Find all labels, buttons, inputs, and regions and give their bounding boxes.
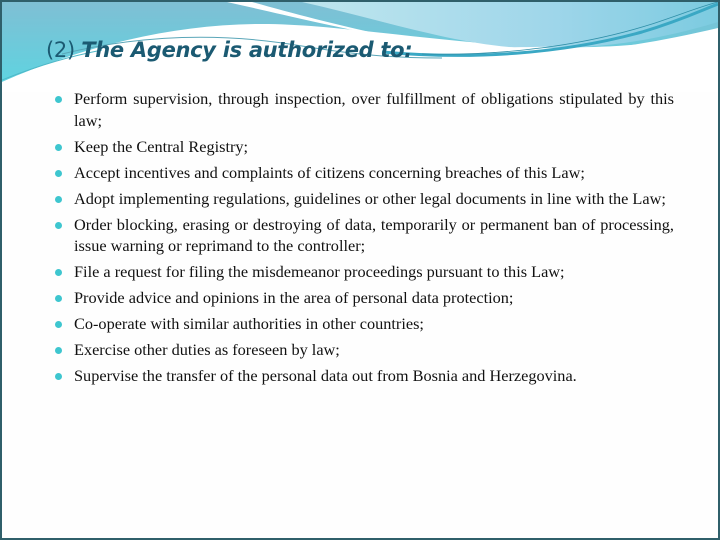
bullet-dot-icon — [55, 222, 62, 229]
list-item — [52, 365, 674, 387]
list-item — [52, 214, 674, 257]
list-item — [52, 339, 674, 361]
bullet-dot-icon — [55, 170, 62, 177]
bullet-dot-icon — [55, 295, 62, 302]
bullet-dot-icon — [55, 347, 62, 354]
list-item-text: File a request for filing the misdemeanor proceedings pursuant to this Law; — [74, 262, 565, 281]
bullet-dot-icon — [55, 321, 62, 328]
list-item — [52, 162, 674, 184]
list-item — [52, 88, 674, 131]
list-item-text: Provide advice and opinions in the area of personal data protection; — [74, 288, 514, 307]
list-item-text: Co-operate with similar authorities in other countries; — [74, 314, 424, 333]
list-item-text: Keep the Central Registry; — [74, 136, 249, 156]
list-item — [52, 136, 674, 158]
bullet-dot-icon — [55, 373, 62, 380]
list-item-text: Order blocking, erasing or destroying of data, temporarily or permanent ban of processing, issue warning or reprimand to the controller; — [74, 214, 674, 255]
list-item — [52, 188, 674, 210]
bullet-dot-icon — [55, 144, 62, 151]
slide-title — [46, 38, 412, 62]
list-item-text: Adopt implementing regulations, guidelines or other legal documents in line with the Law; — [74, 188, 666, 208]
bullet-dot-icon — [55, 196, 62, 203]
title-text: The Agency is authorized to: — [81, 38, 413, 62]
list-item — [52, 261, 674, 283]
list-item — [52, 287, 674, 309]
title-number: (2) — [46, 38, 75, 62]
bullet-dot-icon — [55, 269, 62, 276]
list-item — [52, 313, 674, 335]
list-item-text: Perform supervision, through inspection, over fulfillment of obligations stipulated by this law; — [74, 89, 674, 130]
bullet-list — [52, 88, 674, 391]
list-item-text: Supervise the transfer of the personal data out from Bosnia and Herzegovina. — [74, 366, 577, 385]
list-item-text: Accept incentives and complaints of citizens concerning breaches of this Law; — [74, 162, 585, 182]
list-item-text: Exercise other duties as foreseen by law; — [74, 340, 340, 359]
bullet-dot-icon — [55, 96, 62, 103]
